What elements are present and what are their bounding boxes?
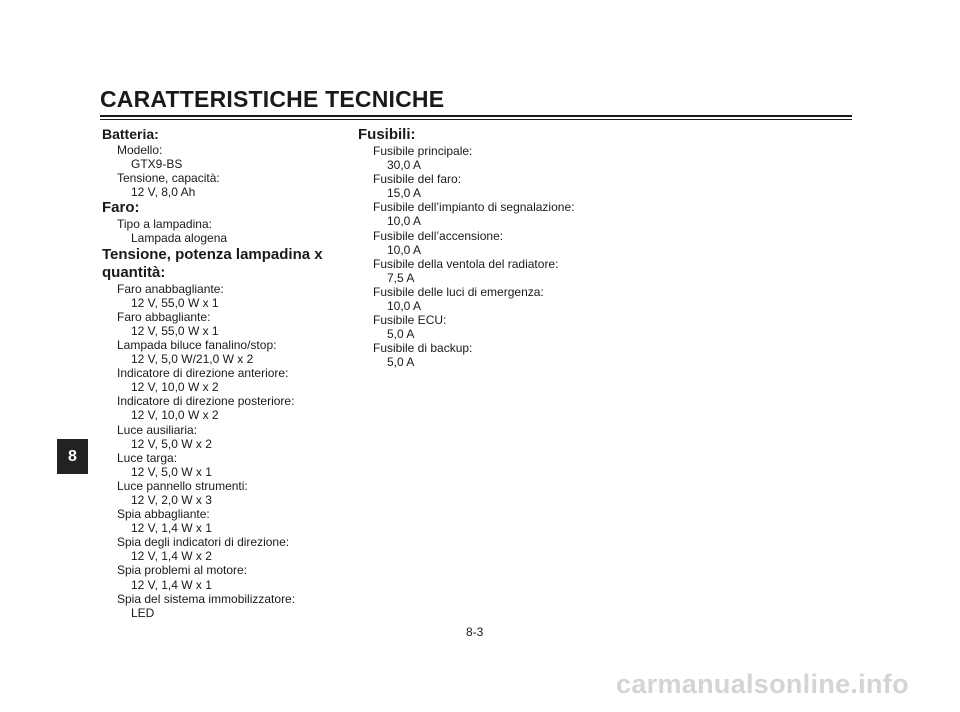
spec-label: Tensione, capacità:: [117, 171, 220, 186]
spec-label: Fusibile principale:: [373, 144, 473, 158]
watermark: carmanualsonline.info: [616, 669, 909, 699]
spec-label: Spia degli indicatori di direzione:: [117, 535, 290, 550]
spec-value: 12 V, 55,0 W x 1: [131, 323, 219, 338]
spec-label: Fusibile della ventola del radiatore:: [373, 256, 559, 271]
spec-value: 12 V, 2,0 W x 3: [131, 492, 212, 507]
spec-label: Indicatore di direzione anteriore:: [117, 366, 289, 381]
spec-label: Spia abbagliante:: [117, 507, 210, 522]
spec-value: 12 V, 8,0 Ah: [131, 185, 196, 200]
spec-label: Luce targa:: [117, 450, 178, 465]
section-heading: Batteria:: [102, 126, 159, 142]
spec-label: Fusibile del faro:: [373, 172, 462, 187]
spec-label: Spia del sistema immobilizzatore:: [117, 591, 296, 606]
spec-value: 12 V, 5,0 W/21,0 W x 2: [131, 352, 254, 367]
spec-value: GTX9-BS: [131, 157, 183, 172]
spec-label: Spia problemi al motore:: [117, 563, 248, 578]
section-batteria: [102, 126, 342, 199]
spec-value: 30,0 A: [387, 158, 422, 173]
left-column: [102, 126, 342, 620]
section-heading: Fusibili:: [358, 126, 416, 143]
section-fusibili: [358, 126, 618, 370]
spec-value: 12 V, 1,4 W x 2: [131, 549, 212, 564]
spec-value: 12 V, 5,0 W x 2: [131, 436, 212, 451]
spec-label: Luce pannello strumenti:: [117, 478, 248, 493]
title-divider: [100, 115, 852, 117]
spec-value: 12 V, 1,4 W x 1: [131, 521, 212, 536]
spec-value: 5,0 A: [387, 355, 415, 370]
spec-label: Fusibile dell’accensione:: [373, 228, 504, 243]
spec-label: Fusibile delle luci di emergenza:: [373, 284, 544, 299]
spec-label: Modello:: [117, 143, 163, 157]
spec-value: 12 V, 5,0 W x 1: [131, 464, 212, 479]
section-heading: Faro:: [102, 199, 140, 217]
spec-label: Tipo a lampadina:: [117, 217, 212, 232]
spec-value: 10,0 A: [387, 299, 422, 314]
spec-value: 7,5 A: [387, 270, 415, 285]
spec-value: 10,0 A: [387, 214, 422, 229]
page-number: 8-3: [466, 625, 484, 639]
section-tensione-potenza: [102, 246, 342, 620]
spec-label: Faro abbagliante:: [117, 309, 211, 324]
section-faro: [102, 199, 342, 245]
spec-label: Faro anabbagliante:: [117, 281, 224, 296]
spec-label: Lampada biluce fanalino/stop:: [117, 337, 277, 352]
spec-value: 12 V, 55,0 W x 1: [131, 295, 219, 310]
spec-label: Fusibile dell’impianto di segnalazione:: [373, 200, 575, 215]
spec-label: Fusibile di backup:: [373, 341, 473, 356]
spec-label: Fusibile ECU:: [373, 313, 447, 328]
spec-label: Luce ausiliaria:: [117, 422, 198, 437]
spec-value: 5,0 A: [387, 327, 415, 342]
chapter-tab: 8: [57, 439, 88, 474]
section-heading: Tensione, potenza lampadina x quantità:: [102, 245, 323, 281]
spec-value: 10,0 A: [387, 242, 422, 257]
spec-value: 12 V, 10,0 W x 2: [131, 408, 219, 423]
spec-value: 12 V, 10,0 W x 2: [131, 380, 219, 395]
title-divider-thin: [100, 119, 852, 120]
spec-label: Indicatore di direzione posteriore:: [117, 394, 295, 409]
spec-value: 12 V, 1,4 W x 1: [131, 577, 212, 592]
page-title: CARATTERISTICHE TECNICHE: [100, 86, 445, 112]
spec-value: LED: [131, 605, 155, 620]
spec-value: Lampada alogena: [131, 231, 228, 246]
spec-value: 15,0 A: [387, 186, 422, 201]
right-column: [358, 126, 618, 370]
